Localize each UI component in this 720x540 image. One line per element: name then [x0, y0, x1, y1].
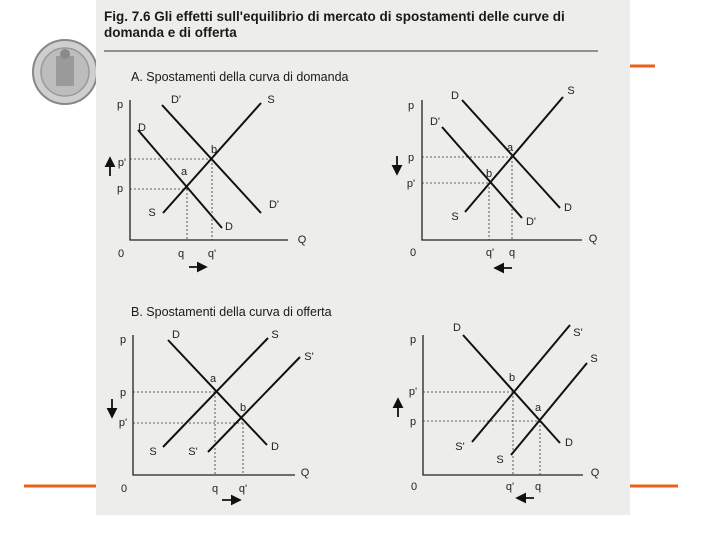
curve-label: S [267, 93, 275, 106]
section-a-title: A. Spostamenti della curva di domanda [131, 70, 349, 84]
curve-label: D [172, 328, 180, 341]
curve-label: S' [573, 326, 583, 339]
origin-label: 0 [120, 482, 128, 495]
figure-title-line2: domanda e di offerta [104, 25, 237, 40]
quantity-label: q [211, 482, 219, 495]
quantity-label: q [177, 247, 185, 260]
figure-title-line1: Fig. 7.6 Gli effetti sull'equilibrio di mercato di spostamenti delle curve di [104, 9, 565, 24]
axis-label: p [409, 333, 417, 346]
price-label: p' [406, 177, 416, 190]
curve-label: S' [455, 440, 465, 453]
point-label: b [210, 143, 218, 156]
axis-label: p [116, 98, 124, 111]
axis-label: Q [300, 466, 310, 479]
point-label: a [506, 141, 514, 154]
origin-label: 0 [117, 247, 125, 260]
curve-label: D [451, 89, 459, 102]
quantity-label: q' [505, 480, 515, 493]
curve-label: S' [304, 350, 314, 363]
curve-label: S' [188, 445, 198, 458]
quantity-label: q' [485, 246, 495, 259]
axis-label: Q [590, 466, 600, 479]
quantity-label: q' [238, 482, 248, 495]
price-label: p [119, 386, 127, 399]
curve-label: D' [268, 198, 280, 211]
curve-label: S [567, 84, 575, 97]
axis-label: p [119, 333, 127, 346]
price-label: p [409, 415, 417, 428]
curve-label: D [271, 440, 279, 453]
price-label: p' [117, 156, 127, 169]
quantity-label: q [534, 480, 542, 493]
curve-label: D [453, 321, 461, 334]
origin-label: 0 [409, 246, 417, 259]
curve-label: S [149, 445, 157, 458]
point-label: b [485, 167, 493, 180]
curve-label: S [271, 328, 279, 341]
axis-label: p [407, 99, 415, 112]
university-seal-icon [33, 40, 97, 104]
point-label: a [534, 401, 542, 414]
section-b-title: B. Spostamenti della curva di offerta [131, 305, 332, 319]
point-label: a [209, 372, 217, 385]
curve-label: D [564, 201, 572, 214]
curve-label: D [225, 220, 233, 233]
curve-label: S [590, 352, 598, 365]
curve-label: D' [525, 215, 537, 228]
point-label: b [508, 371, 516, 384]
price-label: p' [408, 385, 418, 398]
curve-label: D [138, 121, 146, 134]
curve-label: S [451, 210, 459, 223]
curve-label: S [496, 453, 504, 466]
origin-label: 0 [410, 480, 418, 493]
point-label: a [180, 165, 188, 178]
axis-label: Q [297, 233, 307, 246]
axis-label: Q [588, 232, 598, 245]
curve-label: D' [170, 93, 182, 106]
price-label: p [116, 182, 124, 195]
point-label: b [239, 401, 247, 414]
quantity-label: q [508, 246, 516, 259]
price-label: p [407, 151, 415, 164]
quantity-label: q' [207, 247, 217, 260]
curve-label: S [148, 206, 156, 219]
curve-label: D' [429, 115, 441, 128]
price-label: p' [118, 416, 128, 429]
curve-label: D [565, 436, 573, 449]
